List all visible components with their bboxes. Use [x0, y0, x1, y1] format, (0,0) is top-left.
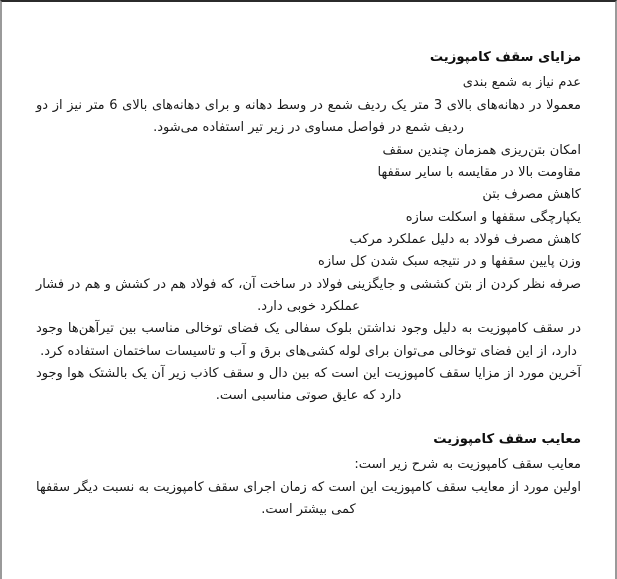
disadvantages-line-2: اولین مورد از معایب سقف کامپوزیت این است که زمان اجرای سقف کامپوزیت به نسبت دیگر سقفها کمی بیشتر است. — [36, 479, 581, 518]
advantages-line-7: کاهش مصرف فولاد به دلیل عملکرد مرکب — [349, 231, 581, 247]
advantages-line-3: امکان بتن‌ریزی همزمان چندین سقف — [382, 142, 581, 158]
section-disadvantages — [36, 430, 581, 522]
advantages-line-9: صرفه نظر کردن از بتن کششی و جایگزینی فولاد در ساخت آن، که فولاد هم در کشش و هم در فشار عملکرد خوبی دارد. — [36, 276, 581, 315]
advantages-line-6: یکپارچگی سقفها و اسکلت سازه — [405, 209, 581, 225]
disadvantages-line-1: معایب سقف کامپوزیت به شرح زیر است: — [354, 457, 581, 473]
advantages-line-1: عدم نیاز به شمع بندی — [462, 75, 581, 91]
advantages-line-11: آخرین مورد از مزایا سقف کامپوزیت این است که بین دال و سقف کاذب زیر آن یک بالشتک هوا وجود دارد که عایق صوتی مناسبی است. — [36, 366, 581, 404]
document-body — [10, 2, 607, 579]
advantages-line-10: در سقف کامپوزیت به دلیل وجود نداشتن بلوک سفالی یک فضای توخالی مناسب بین تیرآهن‌ها وجود دارد، از این فضای توخالی می‌توان برای لوله کشی‌های برق و آب و تاسیسات ساختمان استفاده کرد. — [36, 321, 581, 359]
advantages-line-2: معمولا در دهانه‌های بالای 3 متر یک ردیف شمع در وسط دهانه و برای دهانه‌های بالای 6 متر نیز از دو ردیف شمع در فواصل مساوی در زیر تیر استفاده می‌شود. — [36, 97, 581, 136]
section-advantages — [36, 48, 581, 408]
heading-advantages: مزایای سقف کامپوزیت — [429, 50, 581, 65]
heading-disadvantages: معایب سقف کامپوزیت — [433, 431, 581, 447]
advantages-line-8: وزن پایین سقفها و در نتیجه سبک شدن کل سازه — [318, 254, 581, 270]
advantages-line-5: کاهش مصرف بتن — [482, 187, 581, 203]
advantages-line-4: مقاومت بالا در مقایسه با سایر سقفها — [377, 164, 581, 180]
